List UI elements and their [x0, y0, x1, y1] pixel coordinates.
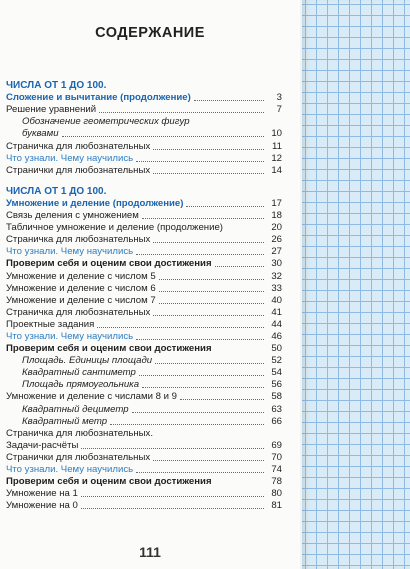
toc-entry-page: 56 [271, 379, 282, 391]
toc-entry[interactable] [6, 283, 282, 295]
toc-entry-page: 41 [271, 306, 282, 318]
toc-entry[interactable] [6, 186, 282, 198]
toc-entry-title: Табличное умножение и деление (продолжение) [6, 222, 223, 234]
toc-entry-title: Сложение и вычитание (продолжение) [6, 92, 191, 104]
toc-entry-title: Квадратный метр [22, 415, 108, 427]
toc-entry-title: Страничка для любознательных [6, 306, 151, 318]
dot-leader [186, 206, 264, 207]
toc-entry[interactable] [6, 488, 282, 500]
toc-entry-title: Страничка для любознательных [6, 140, 151, 152]
toc-entry-page: 18 [271, 210, 282, 222]
toc-entry-title: Задачи-расчёты [6, 439, 79, 451]
toc-entry-title: ЧИСЛА ОТ 1 ДО 100. [6, 80, 107, 92]
dot-leader [194, 100, 264, 101]
toc-entry-title: Проверим себя и оценим свои достижения [6, 258, 212, 270]
dot-leader [153, 242, 264, 243]
toc-entry-title: Умножение и деление с числами 8 и 9 [6, 391, 177, 403]
toc-entry[interactable] [6, 319, 282, 331]
toc-entry-title: Умножение и деление (продолжение) [6, 197, 184, 209]
toc-entry-page: 46 [271, 330, 282, 342]
toc-entry-title: ЧИСЛА ОТ 1 ДО 100. [6, 185, 107, 197]
toc-entry-title: Площадь прямоугольника [22, 379, 140, 391]
dot-leader [215, 351, 264, 352]
toc-entry[interactable] [6, 331, 282, 343]
toc-entry-page: 52 [271, 355, 282, 367]
dot-leader [109, 88, 264, 89]
dot-leader [136, 254, 264, 255]
dot-leader [153, 173, 264, 174]
toc-entry[interactable] [6, 165, 282, 177]
dot-leader [226, 230, 264, 231]
dot-leader [139, 375, 264, 376]
toc-entry-page: 12 [271, 152, 282, 164]
toc-entry[interactable] [6, 128, 282, 140]
table-of-contents [6, 80, 282, 512]
toc-entry[interactable] [6, 258, 282, 270]
toc-entry-page: 44 [271, 318, 282, 330]
toc-entry[interactable] [6, 92, 282, 104]
toc-entry-page: 17 [271, 197, 282, 209]
toc-entry[interactable] [6, 464, 282, 476]
dot-leader [62, 136, 264, 137]
toc-entry[interactable] [6, 222, 282, 234]
toc-entry[interactable] [6, 295, 282, 307]
toc-entry-title: Обозначение геометрических фигур [22, 116, 190, 128]
toc-entry-title: Проверим себя и оценим свои достижения [6, 476, 212, 488]
dot-leader [159, 291, 264, 292]
toc-entry-page: 32 [271, 270, 282, 282]
toc-entry-page: 69 [271, 439, 282, 451]
toc-entry-page: 27 [271, 246, 282, 258]
toc-entry[interactable] [6, 153, 282, 165]
toc-entry[interactable] [6, 140, 282, 152]
toc-entry-title: Странички для любознательных [6, 164, 151, 176]
dot-leader [142, 218, 264, 219]
toc-entry[interactable] [6, 104, 282, 116]
toc-entry[interactable] [6, 367, 282, 379]
toc-entry[interactable] [6, 80, 282, 92]
toc-entry-page: 7 [276, 104, 282, 116]
toc-entry[interactable] [6, 355, 282, 367]
toc-entry[interactable] [6, 440, 282, 452]
page-title: СОДЕРЖАНИЕ [95, 25, 205, 41]
toc-entry-title: Что узнали. Чему научились [6, 464, 134, 475]
toc-entry-page: 50 [271, 343, 282, 355]
toc-entry-title: Страничка для любознательных [6, 234, 151, 246]
toc-entry-title: Площадь. Единицы площади [22, 355, 153, 367]
dot-leader [156, 436, 264, 437]
toc-entry-title: Проверим себя и оценим свои достижения [6, 343, 212, 355]
toc-entry-title: Решение уравнений [6, 104, 97, 116]
toc-entry[interactable] [6, 452, 282, 464]
toc-entry-title: Умножение и деление с числом 5 [6, 270, 156, 282]
toc-entry-title: Что узнали. Чему научились [6, 152, 134, 164]
dot-leader [81, 496, 264, 497]
toc-entry[interactable] [6, 343, 282, 355]
page-number: 111 [139, 544, 161, 560]
toc-entry-page: 80 [271, 488, 282, 500]
dot-leader [159, 279, 264, 280]
dot-leader [81, 508, 264, 509]
dot-leader [153, 149, 264, 150]
toc-entry[interactable] [6, 270, 282, 282]
toc-entry-title: буквами [22, 128, 59, 140]
toc-entry-title: Что узнали. Чему научились [6, 330, 134, 342]
toc-entry-page: 33 [271, 282, 282, 294]
toc-entry-page: 54 [271, 367, 282, 379]
toc-entry-title: Умножение на 1 [6, 488, 78, 500]
dot-leader [159, 303, 264, 304]
dot-leader [180, 399, 264, 400]
dot-leader [153, 315, 264, 316]
toc-entry[interactable] [6, 476, 282, 488]
toc-entry[interactable] [6, 416, 282, 428]
toc-entry-title: Страничка для любознательных. [6, 427, 154, 439]
toc-entry[interactable] [6, 428, 282, 440]
toc-entry-page: 63 [271, 403, 282, 415]
toc-entry[interactable] [6, 198, 282, 210]
dot-leader [136, 161, 264, 162]
toc-entry[interactable] [6, 116, 282, 128]
toc-entry-title: Умножение и деление с числом 6 [6, 282, 156, 294]
toc-entry-page: 74 [271, 464, 282, 475]
toc-entry-page: 78 [271, 476, 282, 488]
toc-entry-page: 40 [271, 294, 282, 306]
toc-entry-title: Что узнали. Чему научились [6, 246, 134, 258]
dot-leader [215, 484, 264, 485]
toc-entry-title: Странички для любознательных [6, 451, 151, 463]
dot-leader [215, 266, 264, 267]
toc-entry-page: 14 [271, 164, 282, 176]
dot-leader [142, 387, 264, 388]
toc-entry[interactable] [6, 379, 282, 391]
toc-entry[interactable] [6, 391, 282, 403]
toc-entry-title: Связь деления с умножением [6, 210, 139, 222]
toc-entry-title: Умножение на 0 [6, 500, 78, 512]
toc-entry[interactable] [6, 307, 282, 319]
dot-leader [193, 124, 264, 125]
dot-leader [132, 412, 264, 413]
toc-entry[interactable] [6, 234, 282, 246]
toc-entry-page: 70 [271, 451, 282, 463]
toc-entry-page: 26 [271, 234, 282, 246]
dot-leader [97, 327, 264, 328]
dot-leader [155, 363, 264, 364]
toc-entry-title: Умножение и деление с числом 7 [6, 294, 156, 306]
toc-entry-page: 3 [276, 92, 282, 104]
dot-leader [99, 112, 264, 113]
dot-leader [81, 448, 264, 449]
toc-entry[interactable] [6, 500, 282, 512]
dot-leader [153, 460, 264, 461]
dot-leader [136, 472, 264, 473]
toc-entry[interactable] [6, 403, 282, 415]
toc-entry-page: 30 [271, 258, 282, 270]
toc-entry-page: 20 [271, 222, 282, 234]
toc-entry-title: Квадратный сантиметр [22, 367, 136, 379]
dot-leader [110, 424, 264, 425]
toc-entry-title: Квадратный дециметр [22, 403, 129, 415]
toc-entry-page: 66 [271, 415, 282, 427]
toc-entry-title: Проектные задания [6, 318, 95, 330]
toc-entry[interactable] [6, 246, 282, 258]
toc-entry[interactable] [6, 210, 282, 222]
toc-entry-page: 58 [271, 391, 282, 403]
toc-entry-page: 81 [271, 500, 282, 512]
dot-leader [109, 194, 264, 195]
graph-paper-panel [300, 0, 410, 569]
toc-entry-page: 11 [272, 140, 282, 152]
toc-entry-page: 10 [271, 128, 282, 140]
dot-leader [136, 339, 264, 340]
